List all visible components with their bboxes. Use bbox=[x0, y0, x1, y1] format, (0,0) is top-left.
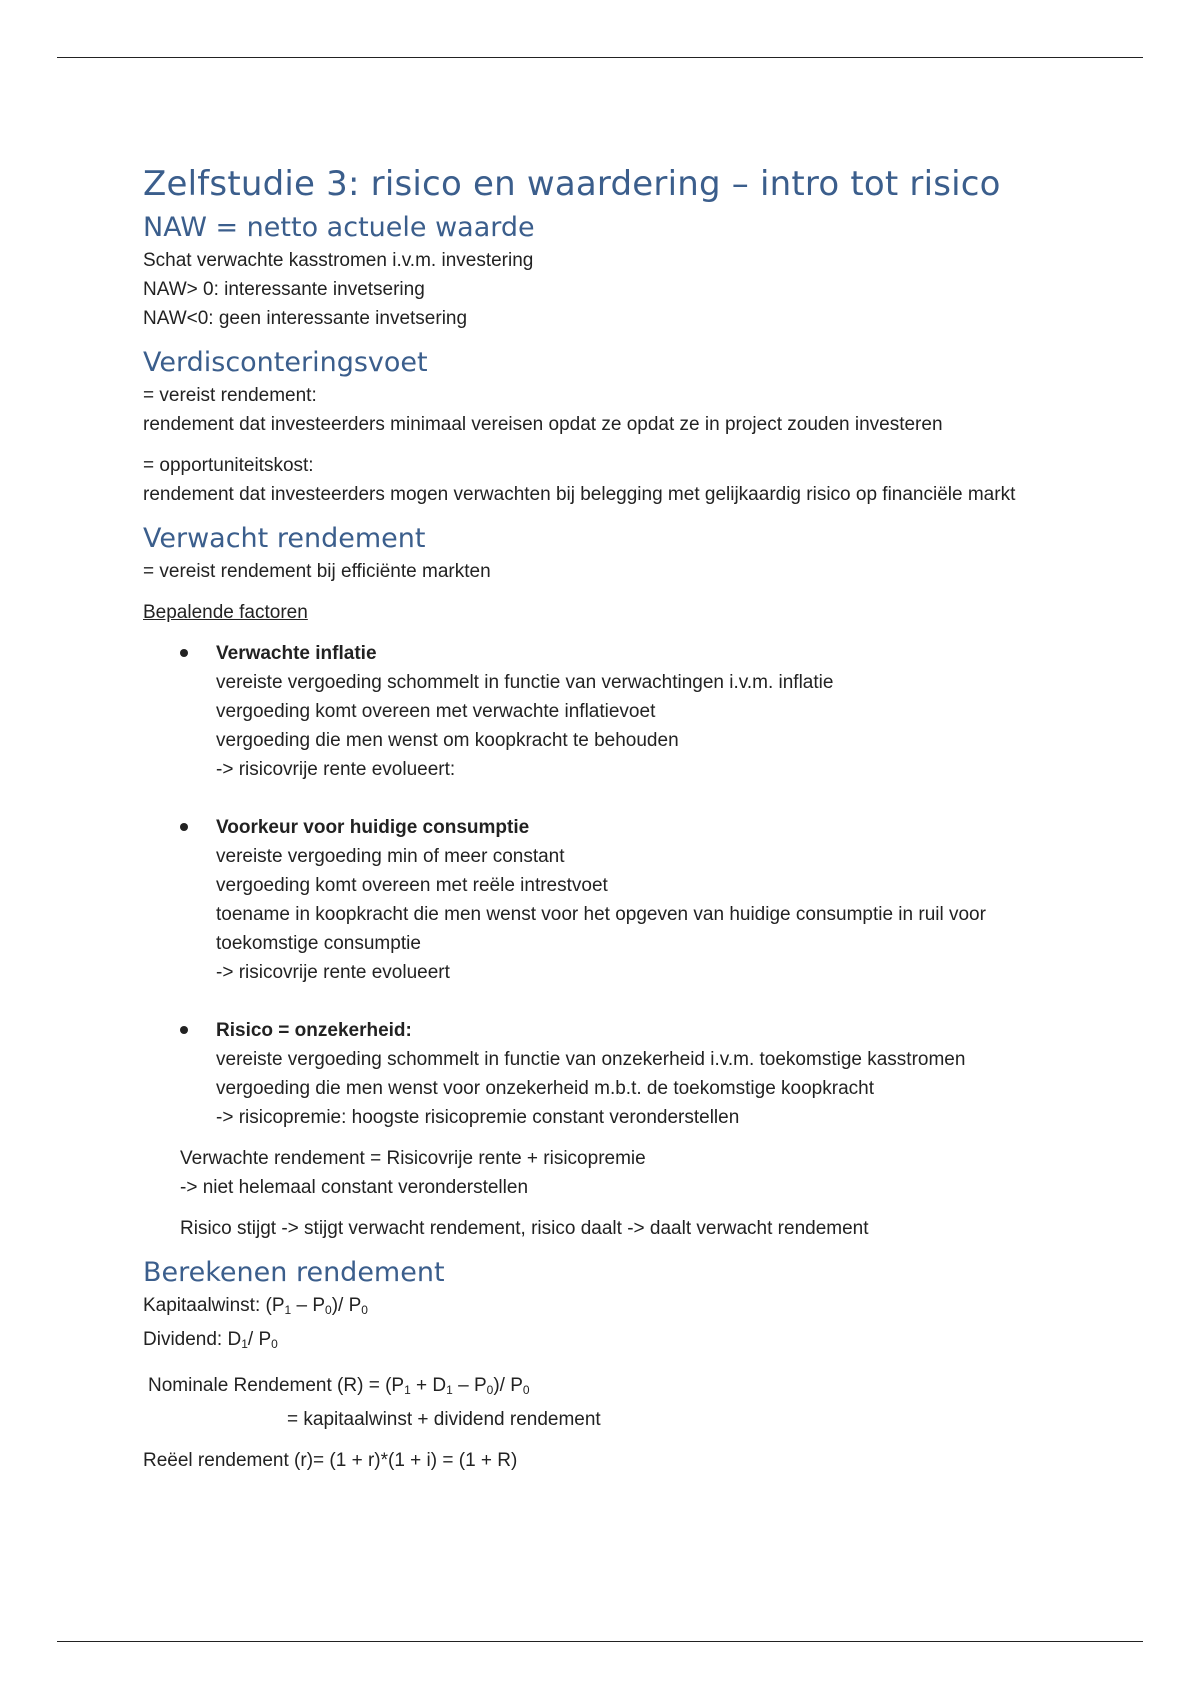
vereist-rendement-label: = vereist rendement: bbox=[143, 385, 317, 406]
verwachte-rendement-formula: Verwachte rendement = Risicovrije rente + risicopremie bbox=[180, 1148, 646, 1169]
footer-rule bbox=[57, 1641, 1143, 1642]
bullet-icon bbox=[180, 649, 188, 657]
factor-line: vergoeding komt overeen met verwachte inflatievoet bbox=[216, 701, 656, 722]
factor-line: -> risicovrije rente evolueert: bbox=[216, 759, 456, 780]
heading-berekenen-rendement: Berekenen rendement bbox=[143, 1257, 445, 1288]
factor-line: toename in koopkracht die men wenst voor het opgeven van huidige consumptie in ruil voor toekomstige consumptie bbox=[216, 904, 986, 954]
nominaal-rendement-formula: Nominale Rendement $(R) = (P_1 + D_1 - P_0)/$ $P_0$ bbox=[148, 1375, 530, 1397]
factor-title: Verwachte inflatie bbox=[216, 643, 377, 664]
factor-line: vereiste vergoeding min of meer constant bbox=[216, 846, 565, 867]
opportuniteitskost-label: = opportuniteitskost: bbox=[143, 455, 314, 476]
factor-title: Risico = onzekerheid: bbox=[216, 1020, 412, 1041]
factor-line: vergoeding komt overeen met reële intrestvoet bbox=[216, 875, 608, 896]
nominaal-rendement-breakdown: = kapitaalwinst + dividend rendement bbox=[287, 1409, 601, 1430]
factor-line: vergoeding die men wenst om koopkracht te behouden bbox=[216, 730, 679, 751]
bullet-icon bbox=[180, 1026, 188, 1034]
heading-verwacht-rendement: Verwacht rendement bbox=[143, 523, 426, 554]
factor-line: vergoeding die men wenst voor onzekerheid m.b.t. de toekomstige koopkracht bbox=[216, 1078, 874, 1099]
factor-line: vereiste vergoeding schommelt in functie van onzekerheid i.v.m. toekomstige kasstromen bbox=[216, 1049, 966, 1070]
document-body bbox=[143, 160, 1063, 1475]
verwachte-rendement-note: -> niet helemaal constant veronderstellen bbox=[180, 1177, 529, 1198]
page-title: Zelfstudie 3: risico en waardering – intro tot risico bbox=[143, 164, 1001, 204]
factor-item bbox=[143, 813, 1063, 987]
factor-line: -> risicopremie: hoogste risicopremie constant veronderstellen bbox=[216, 1107, 740, 1128]
factor-line: -> risicovrije rente evolueert bbox=[216, 962, 450, 983]
bepalende-factoren-label: Bepalende factoren bbox=[143, 602, 308, 623]
factor-item bbox=[143, 639, 1063, 784]
heading-naw: NAW = netto actuele waarde bbox=[143, 212, 535, 243]
bullet-icon bbox=[180, 823, 188, 831]
naw-line: NAW<0: geen interessante invetsering bbox=[143, 308, 468, 329]
kapitaalwinst-formula: Kapitaalwinst: $(P_1 - P_0)/$ $P_0$ bbox=[143, 1295, 368, 1317]
verwacht-rendement-intro: = vereist rendement bij efficiënte markten bbox=[143, 561, 491, 582]
factor-title: Voorkeur voor huidige consumptie bbox=[216, 817, 530, 838]
heading-verdisconteringsvoet: Verdisconteringsvoet bbox=[143, 347, 428, 378]
naw-line: NAW> 0: interessante invetsering bbox=[143, 279, 425, 300]
factors-list bbox=[143, 639, 1063, 1132]
factor-line: vereiste vergoeding schommelt in functie van verwachtingen i.v.m. inflatie bbox=[216, 672, 834, 693]
reeel-rendement-formula: Reëel rendement (r)= (1 + r)*(1 + i) = (1 + R) bbox=[143, 1450, 518, 1471]
naw-line: Schat verwachte kasstromen i.v.m. investering bbox=[143, 250, 534, 271]
risico-line: Risico stijgt -> stijgt verwacht rendement, risico daalt -> daalt verwacht rendement bbox=[180, 1218, 869, 1239]
dividend-formula: Dividend: $D_1/$ $P_0$ bbox=[143, 1329, 278, 1351]
header-rule bbox=[57, 57, 1143, 58]
vereist-rendement-text: rendement dat investeerders minimaal vereisen opdat ze opdat ze in project zouden investeren bbox=[143, 414, 943, 435]
opportuniteitskost-text: rendement dat investeerders mogen verwachten bij belegging met gelijkaardig risico op financiële markt bbox=[143, 484, 1016, 505]
factor-item bbox=[143, 1016, 1063, 1132]
